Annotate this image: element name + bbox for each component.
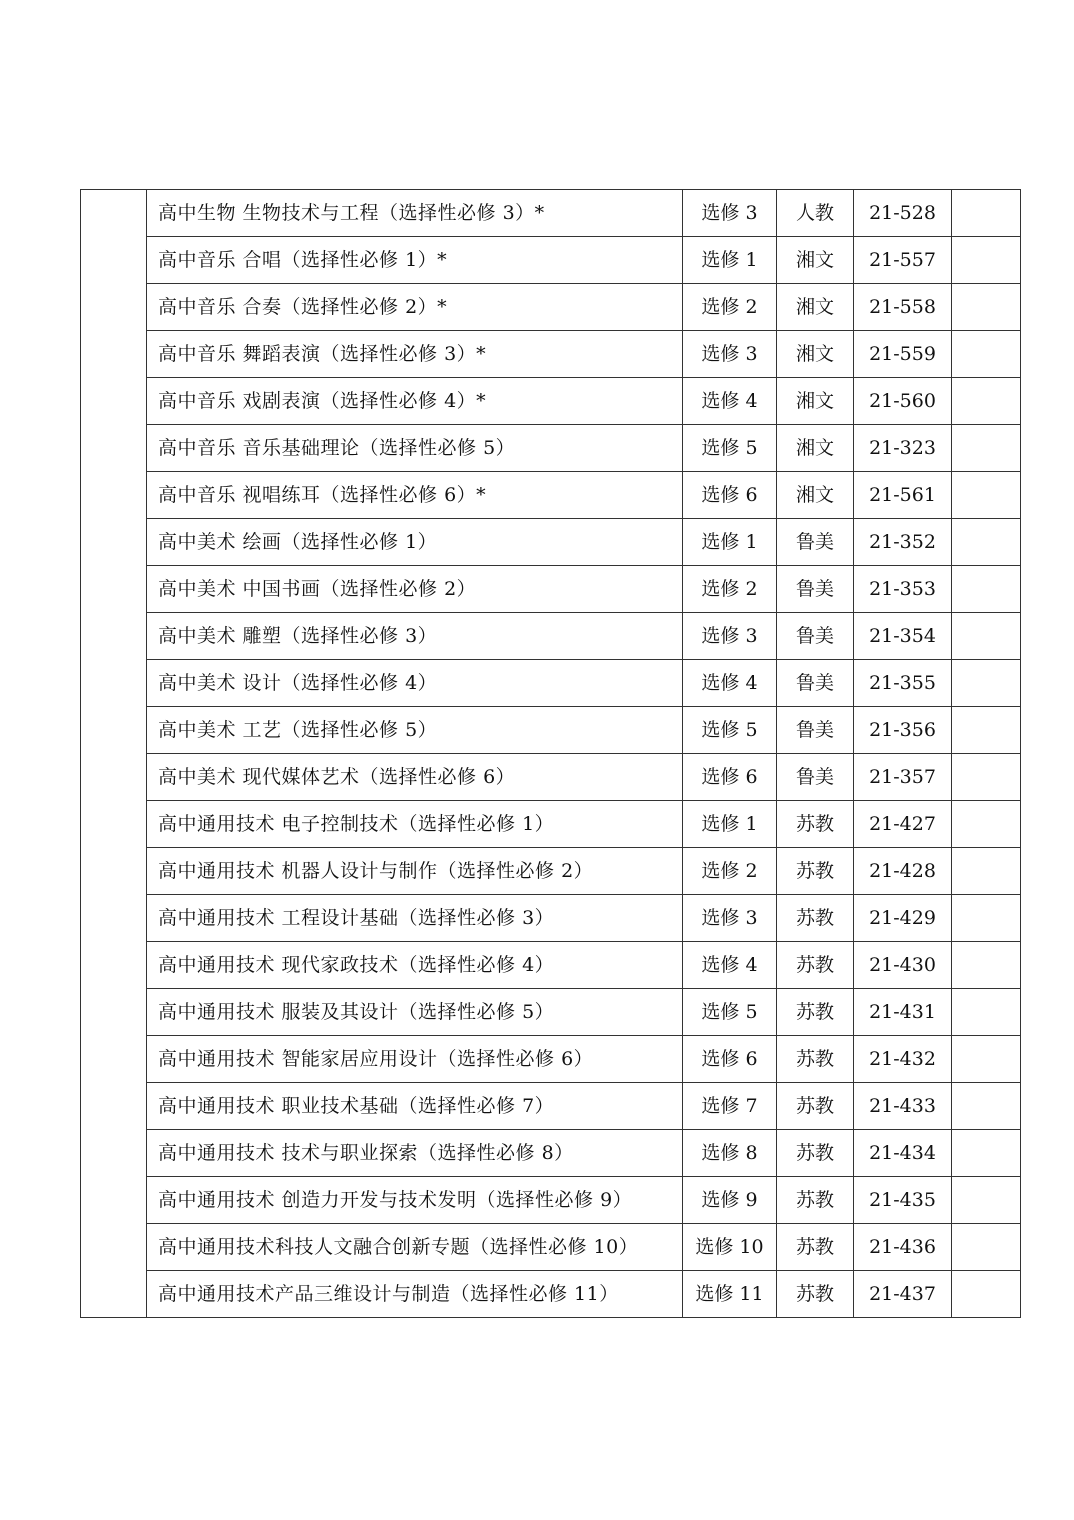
code-cell: 21-528 — [854, 190, 952, 237]
textbook-catalog-table — [80, 189, 1021, 1318]
note-cell — [952, 989, 1021, 1036]
code-cell: 21-557 — [854, 237, 952, 284]
code-cell: 21-352 — [854, 519, 952, 566]
publisher-cell: 人教 — [777, 190, 854, 237]
publisher-cell: 鲁美 — [777, 613, 854, 660]
module-cell: 选修 2 — [683, 848, 777, 895]
table-row — [81, 1036, 1021, 1083]
publisher-cell: 苏教 — [777, 989, 854, 1036]
note-cell — [952, 660, 1021, 707]
module-cell: 选修 3 — [683, 895, 777, 942]
table-row — [81, 801, 1021, 848]
module-cell: 选修 1 — [683, 519, 777, 566]
module-cell: 选修 6 — [683, 754, 777, 801]
code-cell: 21-561 — [854, 472, 952, 519]
textbook-title-cell: 高中通用技术 电子控制技术（选择性必修 1） — [147, 801, 683, 848]
textbook-title-cell: 高中通用技术 现代家政技术（选择性必修 4） — [147, 942, 683, 989]
table-row — [81, 190, 1021, 237]
module-cell: 选修 9 — [683, 1177, 777, 1224]
code-cell: 21-429 — [854, 895, 952, 942]
publisher-cell: 苏教 — [777, 801, 854, 848]
note-cell — [952, 1271, 1021, 1318]
publisher-cell: 湘文 — [777, 331, 854, 378]
note-cell — [952, 942, 1021, 989]
textbook-title-cell: 高中音乐 音乐基础理论（选择性必修 5） — [147, 425, 683, 472]
note-cell — [952, 1036, 1021, 1083]
note-cell — [952, 1224, 1021, 1271]
table-row — [81, 942, 1021, 989]
textbook-title-cell: 高中美术 工艺（选择性必修 5） — [147, 707, 683, 754]
textbook-title-cell: 高中美术 雕塑（选择性必修 3） — [147, 613, 683, 660]
code-cell: 21-356 — [854, 707, 952, 754]
textbook-catalog-page — [80, 189, 1005, 1318]
code-cell: 21-430 — [854, 942, 952, 989]
table-row — [81, 519, 1021, 566]
note-cell — [952, 566, 1021, 613]
publisher-cell: 鲁美 — [777, 566, 854, 613]
note-cell — [952, 331, 1021, 378]
code-cell: 21-436 — [854, 1224, 952, 1271]
textbook-title-cell: 高中美术 中国书画（选择性必修 2） — [147, 566, 683, 613]
note-cell — [952, 1130, 1021, 1177]
code-cell: 21-434 — [854, 1130, 952, 1177]
publisher-cell: 湘文 — [777, 472, 854, 519]
note-cell — [952, 237, 1021, 284]
table-row — [81, 378, 1021, 425]
textbook-title-cell: 高中通用技术 服装及其设计（选择性必修 5） — [147, 989, 683, 1036]
textbook-title-cell: 高中通用技术产品三维设计与制造（选择性必修 11） — [147, 1271, 683, 1318]
publisher-cell: 湘文 — [777, 284, 854, 331]
note-cell — [952, 801, 1021, 848]
note-cell — [952, 284, 1021, 331]
publisher-cell: 苏教 — [777, 942, 854, 989]
textbook-title-cell: 高中生物 生物技术与工程（选择性必修 3）* — [147, 190, 683, 237]
publisher-cell: 鲁美 — [777, 754, 854, 801]
module-cell: 选修 4 — [683, 378, 777, 425]
publisher-cell: 苏教 — [777, 1130, 854, 1177]
code-cell: 21-323 — [854, 425, 952, 472]
table-row — [81, 566, 1021, 613]
textbook-title-cell: 高中音乐 合奏（选择性必修 2）* — [147, 284, 683, 331]
table-row — [81, 613, 1021, 660]
textbook-title-cell: 高中通用技术 智能家居应用设计（选择性必修 6） — [147, 1036, 683, 1083]
code-cell: 21-432 — [854, 1036, 952, 1083]
textbook-title-cell: 高中通用技术 职业技术基础（选择性必修 7） — [147, 1083, 683, 1130]
module-cell: 选修 5 — [683, 707, 777, 754]
textbook-title-cell: 高中美术 现代媒体艺术（选择性必修 6） — [147, 754, 683, 801]
publisher-cell: 苏教 — [777, 1177, 854, 1224]
textbook-title-cell: 高中通用技术 创造力开发与技术发明（选择性必修 9） — [147, 1177, 683, 1224]
publisher-cell: 湘文 — [777, 237, 854, 284]
publisher-cell: 鲁美 — [777, 707, 854, 754]
table-row — [81, 331, 1021, 378]
note-cell — [952, 472, 1021, 519]
note-cell — [952, 707, 1021, 754]
table-body — [81, 190, 1021, 1318]
code-cell: 21-431 — [854, 989, 952, 1036]
note-cell — [952, 1083, 1021, 1130]
module-cell: 选修 3 — [683, 613, 777, 660]
module-cell: 选修 8 — [683, 1130, 777, 1177]
note-cell — [952, 519, 1021, 566]
code-cell: 21-559 — [854, 331, 952, 378]
module-cell: 选修 4 — [683, 660, 777, 707]
textbook-title-cell: 高中通用技术科技人文融合创新专题（选择性必修 10） — [147, 1224, 683, 1271]
module-cell: 选修 11 — [683, 1271, 777, 1318]
table-row — [81, 1130, 1021, 1177]
module-cell: 选修 1 — [683, 801, 777, 848]
publisher-cell: 鲁美 — [777, 519, 854, 566]
note-cell — [952, 425, 1021, 472]
table-row — [81, 989, 1021, 1036]
note-cell — [952, 613, 1021, 660]
module-cell: 选修 2 — [683, 566, 777, 613]
publisher-cell: 苏教 — [777, 1036, 854, 1083]
publisher-cell: 苏教 — [777, 1271, 854, 1318]
textbook-title-cell: 高中音乐 戏剧表演（选择性必修 4）* — [147, 378, 683, 425]
publisher-cell: 苏教 — [777, 895, 854, 942]
code-cell: 21-354 — [854, 613, 952, 660]
publisher-cell: 湘文 — [777, 425, 854, 472]
code-cell: 21-558 — [854, 284, 952, 331]
module-cell: 选修 3 — [683, 331, 777, 378]
textbook-title-cell: 高中美术 绘画（选择性必修 1） — [147, 519, 683, 566]
module-cell: 选修 4 — [683, 942, 777, 989]
note-cell — [952, 190, 1021, 237]
table-row — [81, 425, 1021, 472]
table-row — [81, 284, 1021, 331]
publisher-cell: 鲁美 — [777, 660, 854, 707]
table-row — [81, 472, 1021, 519]
table-row — [81, 754, 1021, 801]
table-row — [81, 237, 1021, 284]
textbook-title-cell: 高中通用技术 机器人设计与制作（选择性必修 2） — [147, 848, 683, 895]
code-cell: 21-428 — [854, 848, 952, 895]
textbook-title-cell: 高中音乐 视唱练耳（选择性必修 6）* — [147, 472, 683, 519]
module-cell: 选修 6 — [683, 472, 777, 519]
code-cell: 21-435 — [854, 1177, 952, 1224]
code-cell: 21-427 — [854, 801, 952, 848]
code-cell: 21-355 — [854, 660, 952, 707]
table-row — [81, 1083, 1021, 1130]
module-cell: 选修 3 — [683, 190, 777, 237]
textbook-title-cell: 高中通用技术 工程设计基础（选择性必修 3） — [147, 895, 683, 942]
textbook-title-cell: 高中音乐 舞蹈表演（选择性必修 3）* — [147, 331, 683, 378]
note-cell — [952, 754, 1021, 801]
table-row — [81, 895, 1021, 942]
publisher-cell: 苏教 — [777, 848, 854, 895]
module-cell: 选修 1 — [683, 237, 777, 284]
table-row — [81, 1177, 1021, 1224]
module-cell: 选修 6 — [683, 1036, 777, 1083]
code-cell: 21-560 — [854, 378, 952, 425]
textbook-title-cell: 高中美术 设计（选择性必修 4） — [147, 660, 683, 707]
module-cell: 选修 7 — [683, 1083, 777, 1130]
table-row — [81, 1224, 1021, 1271]
module-cell: 选修 2 — [683, 284, 777, 331]
table-row — [81, 848, 1021, 895]
note-cell — [952, 1177, 1021, 1224]
module-cell: 选修 5 — [683, 989, 777, 1036]
code-cell: 21-437 — [854, 1271, 952, 1318]
table-row — [81, 707, 1021, 754]
textbook-title-cell: 高中音乐 合唱（选择性必修 1）* — [147, 237, 683, 284]
category-group-cell — [81, 190, 147, 1318]
table-row — [81, 660, 1021, 707]
textbook-title-cell: 高中通用技术 技术与职业探索（选择性必修 8） — [147, 1130, 683, 1177]
table-row — [81, 1271, 1021, 1318]
code-cell: 21-357 — [854, 754, 952, 801]
code-cell: 21-433 — [854, 1083, 952, 1130]
code-cell: 21-353 — [854, 566, 952, 613]
module-cell: 选修 5 — [683, 425, 777, 472]
note-cell — [952, 848, 1021, 895]
publisher-cell: 苏教 — [777, 1083, 854, 1130]
module-cell: 选修 10 — [683, 1224, 777, 1271]
note-cell — [952, 378, 1021, 425]
publisher-cell: 苏教 — [777, 1224, 854, 1271]
note-cell — [952, 895, 1021, 942]
publisher-cell: 湘文 — [777, 378, 854, 425]
